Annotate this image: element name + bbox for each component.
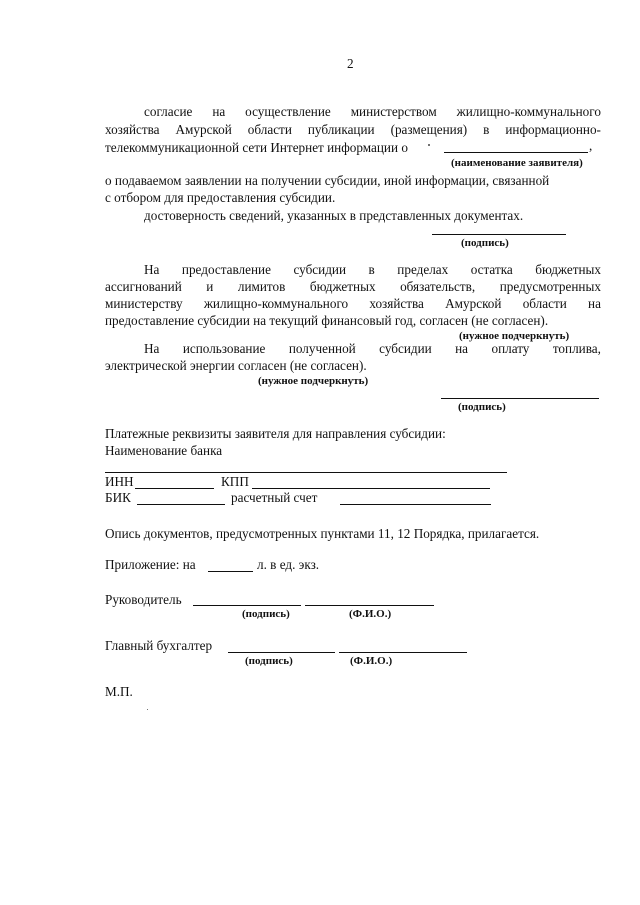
- word: На: [144, 262, 160, 277]
- kpp-field-line[interactable]: [252, 488, 490, 489]
- account-field-line[interactable]: [340, 504, 491, 505]
- word: в: [483, 122, 490, 137]
- inn-label: ИНН: [105, 474, 134, 489]
- consent-line-1: [144, 104, 601, 120]
- accountant-signature-line[interactable]: [228, 652, 335, 653]
- head-signature-line[interactable]: [193, 605, 301, 606]
- word: на: [588, 296, 601, 311]
- word: жилищно-коммунального: [203, 296, 349, 311]
- fuel-caption: (нужное подчеркнуть): [258, 375, 369, 387]
- word: ассигнований: [105, 279, 182, 294]
- head-label: Руководитель: [105, 592, 182, 607]
- bik-label: БИК: [105, 490, 131, 505]
- bank-label: Наименование банка: [105, 443, 223, 458]
- stamp-place: М.П.: [105, 684, 133, 699]
- word: лимитов: [237, 279, 286, 294]
- account-label: расчетный счет: [231, 490, 318, 505]
- word: Амурской: [175, 122, 232, 137]
- word: публикации: [307, 122, 375, 137]
- word: предусмотренных: [499, 279, 601, 294]
- word: жилищно-коммунального: [456, 104, 601, 119]
- word: и: [206, 279, 214, 294]
- consent-line-3-comma: ,: [589, 138, 593, 153]
- remainder-caption: (нужное подчеркнуть): [459, 330, 570, 342]
- word: на: [455, 341, 469, 356]
- word: Амурской: [445, 296, 502, 311]
- kpp-label: КПП: [221, 474, 249, 489]
- attachment-pages-line[interactable]: [208, 571, 253, 572]
- speck-mark: [147, 709, 148, 710]
- word: бюджетных: [535, 262, 601, 277]
- consent-signature-caption: (подпись): [461, 237, 509, 249]
- consent-line-6: достоверность сведений, указанных в представленных документах.: [144, 208, 524, 223]
- word: области: [522, 296, 567, 311]
- accountant-name-line[interactable]: [339, 652, 467, 653]
- attachment-suffix: л. в ед. экз.: [257, 557, 320, 572]
- word: на: [212, 104, 226, 119]
- fuel-line-1: [144, 341, 601, 357]
- word: области: [247, 122, 292, 137]
- inn-field-line[interactable]: [135, 488, 214, 489]
- page-number: 2: [347, 56, 354, 71]
- word: субсидии: [293, 262, 347, 277]
- applicant-caption: (наименование заявителя): [451, 157, 583, 169]
- word: На: [144, 341, 160, 356]
- word: использование: [182, 341, 266, 356]
- bik-field-line[interactable]: [137, 504, 225, 505]
- word: (размещения): [390, 122, 468, 137]
- consent-line-2: [105, 122, 601, 138]
- fuel-line-2: электрической энергии согласен (не согласен).: [105, 358, 367, 373]
- consent-line-4: о подаваемом заявлении на получении субсидии, иной информации, связанной: [105, 173, 550, 188]
- word: бюджетных: [309, 279, 376, 294]
- remainder-line-4: предоставление субсидии на текущий финансовый год, согласен (не согласен).: [105, 313, 549, 328]
- word: хозяйства: [105, 122, 160, 137]
- word: субсидии: [379, 341, 432, 356]
- consent-signature-line[interactable]: [432, 234, 566, 235]
- consent-line-5: с отбором для предоставления субсидии.: [105, 190, 336, 205]
- bank-name-line[interactable]: [105, 472, 507, 473]
- remainder-line-3: [105, 296, 601, 312]
- word: предоставление: [181, 262, 271, 277]
- head-name-line[interactable]: [305, 605, 434, 606]
- inventory-text: Опись документов, предусмотренных пунктами 11, 12 Порядка, прилагается.: [105, 526, 540, 541]
- remainder-line-2: [105, 279, 601, 295]
- word: согласие: [144, 104, 193, 119]
- word: остатка: [470, 262, 513, 277]
- word: осуществление: [245, 104, 331, 119]
- word: полученной: [288, 341, 356, 356]
- word: министерством: [350, 104, 437, 119]
- word: топлива,: [552, 341, 601, 356]
- word: пределах: [397, 262, 449, 277]
- head-name-caption: (Ф.И.О.): [349, 608, 392, 620]
- accountant-signature-caption: (подпись): [245, 655, 293, 667]
- accountant-label: Главный бухгалтер: [105, 638, 213, 653]
- remainder-line-1: [144, 262, 601, 278]
- pen-mark: [428, 144, 430, 146]
- fuel-signature-caption: (подпись): [458, 401, 506, 413]
- word: хозяйства: [369, 296, 424, 311]
- word: обязательств,: [400, 279, 476, 294]
- requisites-heading: Платежные реквизиты заявителя для направления субсидии:: [105, 426, 446, 441]
- attachment-prefix: Приложение: на: [105, 557, 196, 572]
- fuel-signature-line[interactable]: [441, 398, 599, 399]
- word: в: [368, 262, 375, 277]
- word: министерству: [105, 296, 183, 311]
- head-signature-caption: (подпись): [242, 608, 290, 620]
- applicant-name-line[interactable]: [444, 152, 588, 153]
- word: оплату: [491, 341, 530, 356]
- word: информационно-: [505, 122, 601, 137]
- consent-line-3: телекоммуникационной сети Интернет информации о: [105, 140, 408, 155]
- accountant-name-caption: (Ф.И.О.): [350, 655, 393, 667]
